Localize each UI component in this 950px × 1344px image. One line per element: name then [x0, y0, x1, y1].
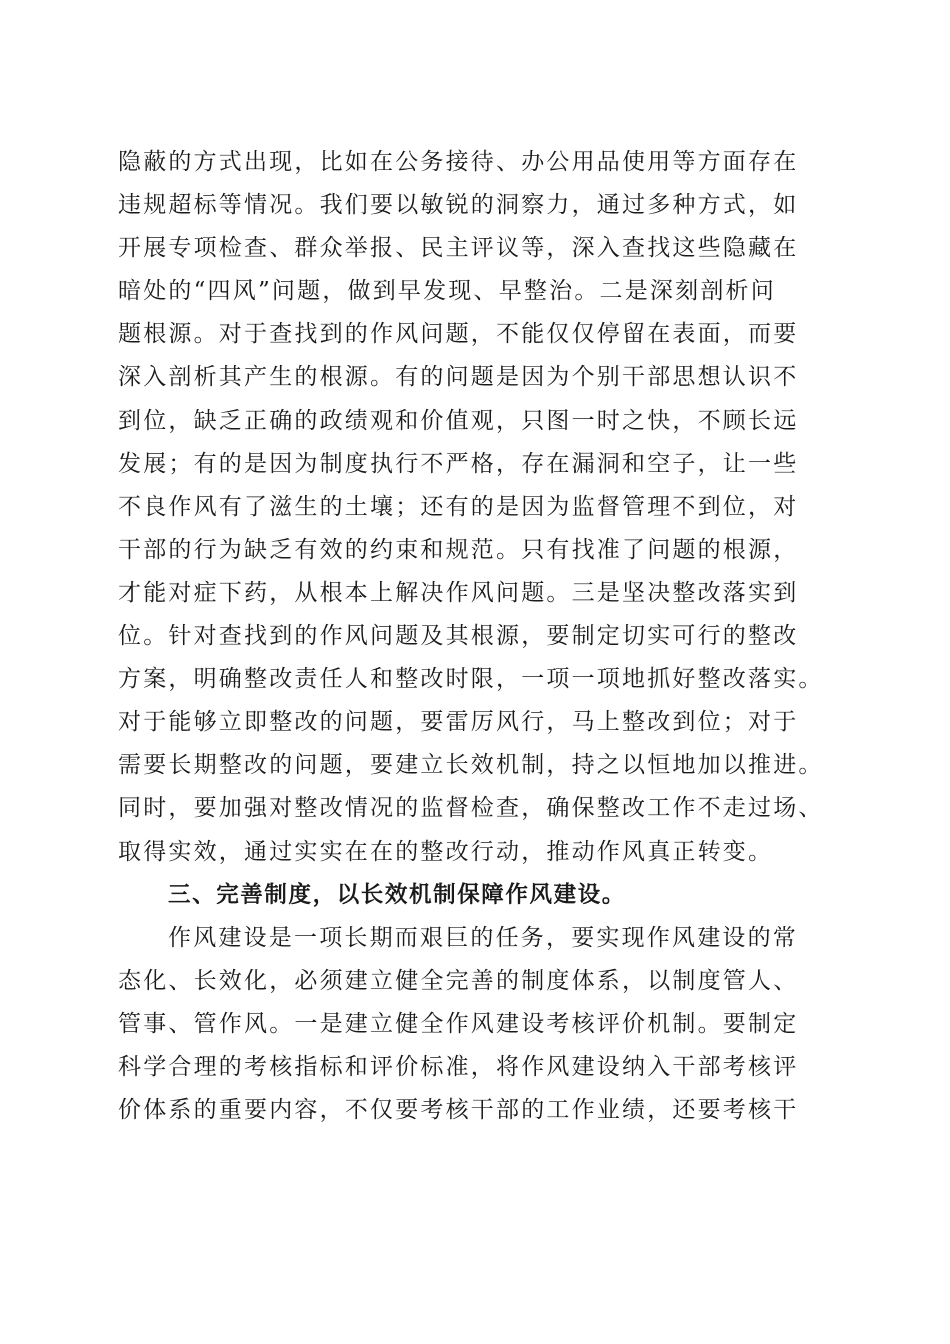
text-line: 违规超标等情况。我们要以敏锐的洞察力，通过多种方式，如: [118, 192, 799, 219]
text-line: 管事、管作风。一是建立健全作风建设考核评价机制。要制定: [118, 1010, 799, 1037]
text-line: 对于能够立即整改的问题，要雷厉风行，马上整改到位；对于: [118, 709, 799, 736]
text-line: 题根源。对于查找到的作风问题，不能仅仅停留在表面，而要: [118, 321, 799, 348]
text-line: 需要长期整改的问题，要建立长效机制，持之以恒地加以推进。: [118, 752, 824, 779]
text-line: 价体系的重要内容，不仅要考核干部的工作业绩，还要考核干: [118, 1097, 799, 1124]
text-line: 干部的行为缺乏有效的约束和规范。只有找准了问题的根源，: [118, 536, 799, 563]
text-line: 同时，要加强对整改情况的监督检查，确保整改工作不走过场、: [118, 795, 824, 822]
section-heading: 三、完善制度，以长效机制保障作风建设。: [168, 881, 626, 908]
paragraph-first-line: 作风建设是一项长期而艰巨的任务，要实现作风建设的常: [168, 924, 798, 951]
text-line: 暗处的“四风”问题，做到早发现、早整治。二是深刻剖析问: [118, 278, 776, 305]
text-line: 位。针对查找到的作风问题及其根源，要制定切实可行的整改: [118, 623, 799, 650]
text-line: 态化、长效化，必须建立健全完善的制度体系，以制度管人、: [118, 967, 799, 994]
text-line: 科学合理的考核指标和评价标准，将作风建设纳入干部考核评: [118, 1053, 799, 1080]
text-line: 不良作风有了滋生的土壤；还有的是因为监督管理不到位，对: [118, 493, 799, 520]
text-line: 隐蔽的方式出现，比如在公务接待、办公用品使用等方面存在: [118, 149, 799, 175]
text-line: 方案，明确整改责任人和整改时限，一项一项地抓好整改落实。: [118, 666, 824, 693]
text-line: 到位，缺乏正确的政绩观和价值观，只图一时之快，不顾长远: [118, 407, 799, 434]
text-line: 深入剖析其产生的根源。有的问题是因为个别干部思想认识不: [118, 364, 799, 391]
text-line: 取得实效，通过实实在在的整改行动，推动作风真正转变。: [118, 838, 774, 865]
text-line: 才能对症下药，从根本上解决作风问题。三是坚决整改落实到: [118, 579, 799, 606]
document-body: [118, 141, 848, 1132]
text-line: 开展专项检查、群众举报、民主评议等，深入查找这些隐藏在: [118, 235, 799, 262]
text-line: 发展；有的是因为制度执行不严格，存在漏洞和空子，让一些: [118, 450, 799, 477]
